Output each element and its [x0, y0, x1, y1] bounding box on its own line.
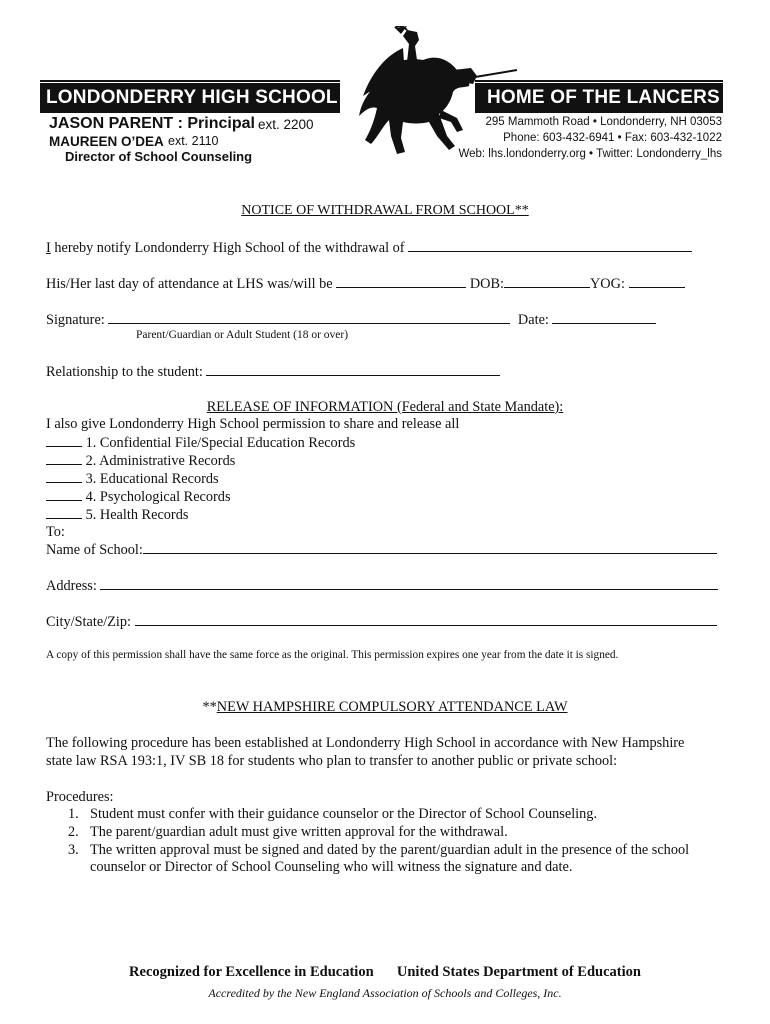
knight-on-horse-icon: [345, 26, 525, 162]
signature-field[interactable]: [108, 311, 510, 324]
date-label: Date:: [517, 312, 549, 328]
city-line: City/State/Zip:: [46, 613, 717, 631]
record-checkline[interactable]: [46, 488, 82, 501]
school-name-banner: LONDONDERRY HIGH SCHOOL: [40, 83, 340, 113]
procedures-label: Procedures:: [46, 789, 114, 805]
lancers-banner: HOME OF THE LANCERS: [475, 83, 723, 113]
city-state-zip-field[interactable]: [135, 613, 717, 626]
relationship-field[interactable]: [206, 363, 500, 376]
address-field[interactable]: [100, 577, 718, 590]
principal-name: JASON PARENT : Principal: [49, 115, 255, 132]
notify-line: I hereby notify Londonderry High School of the withdrawal of: [46, 239, 692, 257]
student-name-field[interactable]: [408, 239, 692, 252]
record-item-4: 4. Psychological Records: [46, 488, 231, 506]
law-heading: **NEW HAMPSHIRE COMPULSORY ATTENDANCE LAW: [202, 699, 568, 715]
record-item-1: 1. Confidential File/Special Education Records: [46, 434, 355, 452]
record-item-2: 2. Administrative Records: [46, 452, 235, 470]
signature-caption: Parent/Guardian or Adult Student (18 or over): [136, 329, 349, 341]
banner-rule-left: [40, 80, 340, 82]
school-address: 295 Mammoth Road • Londonderry, NH 03053: [485, 116, 722, 128]
procedure-step-3-continued: counselor or Director of School Counseling who will witness the signature and date.: [90, 859, 573, 875]
procedure-step-2: 2. The parent/guardian adult must give written approval for the withdrawal.: [68, 824, 508, 840]
last-day-line: His/Her last day of attendance at LHS was/will be DOB: YOG:: [46, 275, 685, 293]
law-paragraph-line-1: The following procedure has been established at Londonderry High School in accordance with New Hampshire: [46, 735, 685, 751]
yog-field[interactable]: [629, 275, 685, 288]
dob-field[interactable]: [504, 275, 590, 288]
record-item-3: 3. Educational Records: [46, 470, 219, 488]
copy-note: A copy of this permission shall have the same force as the original. This permission expires one year from the date it is signed.: [46, 649, 619, 661]
to-label: To:: [46, 524, 65, 540]
record-checkline[interactable]: [46, 452, 82, 465]
web-twitter: Web: lhs.londonderry.org • Twitter: Londonderry_lhs: [458, 148, 722, 160]
counselor-ext: ext. 2110: [168, 134, 219, 148]
yog-label: YOG:: [589, 276, 625, 292]
last-day-field[interactable]: [336, 275, 466, 288]
release-heading: RELEASE OF INFORMATION (Federal and State Mandate):: [206, 399, 564, 415]
phone-fax: Phone: 603-432-6941 • Fax: 603-432-1022: [503, 132, 722, 144]
procedure-step-3: 3. The written approval must be signed and dated by the parent/guardian adult in the presence of the school: [68, 842, 690, 858]
date-field[interactable]: [552, 311, 656, 324]
record-checkline[interactable]: [46, 506, 82, 519]
counselor-title: Director of School Counseling: [65, 149, 253, 164]
law-paragraph-line-2: state law RSA 193:1, IV SB 18 for students who plan to transfer to another public or private school:: [46, 753, 618, 769]
counselor-name: MAUREEN O’DEA: [49, 134, 164, 149]
procedure-step-1: 1. Student must confer with their guidance counselor or the Director of School Counseling.: [68, 806, 598, 822]
release-intro: I also give Londonderry High School permission to share and release all: [46, 416, 460, 432]
form-title: NOTICE OF WITHDRAWAL FROM SCHOOL**: [241, 203, 529, 218]
principal-ext: ext. 2200: [258, 117, 314, 132]
school-name-field[interactable]: [143, 541, 717, 554]
signature-line: Signature: Date:: [46, 311, 656, 329]
footer-recognition: Recognized for Excellence in Education United States Department of Education: [129, 964, 641, 980]
footer-accreditation: Accredited by the New England Association of Schools and Colleges, Inc.: [208, 986, 562, 1000]
record-checkline[interactable]: [46, 470, 82, 483]
record-item-5: 5. Health Records: [46, 506, 188, 524]
address-line: Address:: [46, 577, 718, 595]
school-name-line: Name of School:: [46, 541, 717, 559]
dob-label: DOB:: [469, 276, 504, 292]
record-checkline[interactable]: [46, 434, 82, 447]
relationship-line: Relationship to the student:: [46, 363, 500, 381]
